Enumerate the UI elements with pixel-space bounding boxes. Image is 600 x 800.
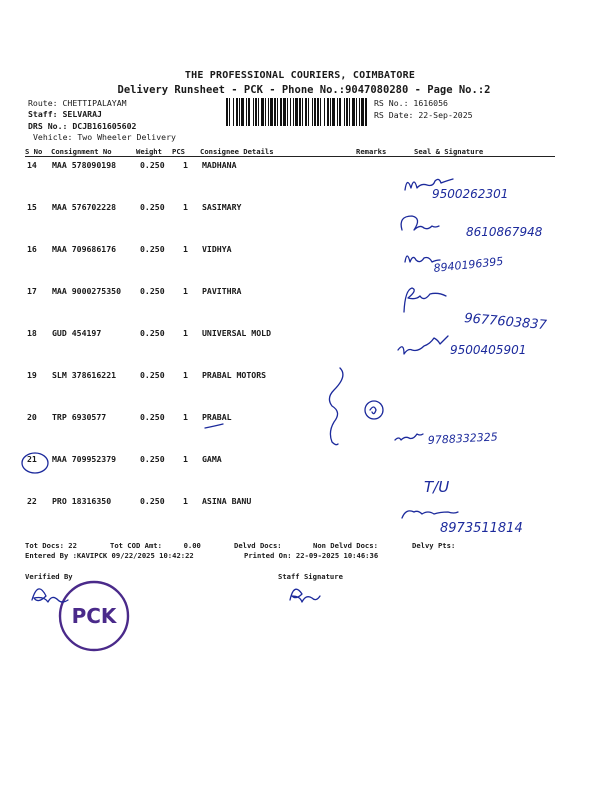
- signature-pavithra: [404, 288, 446, 312]
- row-consignee: SASIMARY: [202, 202, 242, 212]
- signature-asina-banu: [402, 511, 458, 518]
- route-label: Route: CHETTIPALAYAM: [28, 98, 127, 108]
- row-weight: 0.250: [140, 286, 165, 296]
- row-consignee: UNIVERSAL MOLD: [202, 328, 272, 338]
- row21-circle-mark: [22, 453, 48, 473]
- row20-circle-inner: [370, 407, 376, 414]
- row-weight: 0.250: [140, 496, 165, 506]
- row-consignee: MADHANA: [202, 160, 237, 170]
- staff-signature-label: Staff Signature: [278, 572, 343, 581]
- phone-row20: 9788332325: [427, 430, 499, 447]
- row-sno: 21: [27, 454, 37, 464]
- non-delivered-docs: Non Delvd Docs:: [313, 541, 378, 550]
- bracket-mark: [329, 368, 342, 445]
- row-pcs: 1: [183, 454, 188, 464]
- row-consignment-no: SLM 378616221: [52, 370, 117, 380]
- phone-row16: 8940196395: [432, 254, 504, 275]
- rs-number: RS No.: 1616056: [374, 98, 448, 108]
- staff-label: Staff: SELVARAJ: [28, 109, 102, 119]
- row-consignee: PAVITHRA: [202, 286, 242, 296]
- row-weight: 0.250: [140, 244, 165, 254]
- delivery-points: Delvy Pts:: [412, 541, 456, 550]
- col-sno: S No: [25, 147, 43, 156]
- row-sno: 15: [27, 202, 37, 212]
- row-consignment-no: GUD 454197: [52, 328, 102, 338]
- verifier-signature: [32, 589, 68, 602]
- row21-mark: T/U: [424, 478, 450, 496]
- row-sno: 22: [27, 496, 37, 506]
- row-sno: 19: [27, 370, 37, 380]
- runsheet-title: Delivery Runsheet - PCK - Phone No.:9047080280 - Page No.:2: [117, 84, 491, 96]
- signature-universal-mold: [398, 336, 448, 354]
- row-pcs: 1: [183, 202, 188, 212]
- row-sno: 16: [27, 244, 37, 254]
- row-consignment-no: MAA 576702228: [52, 202, 117, 212]
- row-sno: 18: [27, 328, 37, 338]
- entered-by: Entered By :KAVIPCK 09/22/2025 10:42:22: [25, 551, 194, 560]
- row-consignment-no: PRO 18316350: [52, 496, 112, 506]
- row-weight: 0.250: [140, 412, 165, 422]
- prabal-underline: [205, 424, 223, 428]
- row-weight: 0.250: [140, 328, 165, 338]
- row-consignee: VIDHYA: [202, 244, 232, 254]
- delivered-docs: Delvd Docs:: [234, 541, 282, 550]
- drs-number: DRS No.: DCJB161605602: [28, 121, 137, 131]
- company-title: THE PROFESSIONAL COURIERS, COIMBATORE: [184, 70, 416, 81]
- row20-circle-mark: [365, 401, 383, 419]
- row-pcs: 1: [183, 286, 188, 296]
- row-consignee: GAMA: [202, 454, 222, 464]
- row-weight: 0.250: [140, 370, 165, 380]
- row-weight: 0.250: [140, 202, 165, 212]
- vehicle-label: Vehicle: Two Wheeler Delivery: [33, 132, 176, 142]
- col-consignment: Consignment No: [51, 147, 112, 156]
- row-pcs: 1: [183, 412, 188, 422]
- row-consignee: PRABAL MOTORS: [202, 370, 267, 380]
- row-pcs: 1: [183, 328, 188, 338]
- row-pcs: 1: [183, 370, 188, 380]
- total-cod-amount: Tot COD Amt: 0.00: [110, 541, 201, 550]
- row-consignee: ASINA BANU: [202, 496, 252, 506]
- phone-row22: 8973511814: [440, 521, 523, 536]
- signature-sasimary: [401, 216, 439, 230]
- col-pcs: PCS: [172, 147, 185, 156]
- phone-row18: 9500405901: [450, 343, 527, 357]
- row-pcs: 1: [183, 496, 188, 506]
- col-seal-signature: Seal & Signature: [414, 147, 484, 156]
- row-sno: 17: [27, 286, 37, 296]
- phone-row15: 8610867948: [466, 225, 543, 239]
- row-pcs: 1: [183, 244, 188, 254]
- row-weight: 0.250: [140, 160, 165, 170]
- row-consignee: PRABAL: [202, 412, 232, 422]
- row-pcs: 1: [183, 160, 188, 170]
- col-consignee: Consignee Details: [200, 147, 274, 156]
- row-sno: 20: [27, 412, 37, 422]
- verified-by-label: Verified By: [25, 572, 73, 581]
- staff-signature: [290, 589, 320, 602]
- col-remarks: Remarks: [356, 147, 387, 156]
- row-consignment-no: MAA 578090198: [52, 160, 117, 170]
- row-sno: 14: [27, 160, 37, 170]
- col-weight: Weight: [136, 147, 162, 156]
- rs-date: RS Date: 22-Sep-2025: [374, 110, 473, 120]
- row-consignment-no: MAA 9000275350: [52, 286, 122, 296]
- stamp-text: PCK: [71, 604, 117, 628]
- row-consignment-no: MAA 709686176: [52, 244, 117, 254]
- phone-row17: 9677603837: [463, 311, 548, 334]
- printed-on: Printed On: 22-09-2025 10:46:36: [244, 551, 379, 560]
- phone-row14: 9500262301: [432, 187, 509, 201]
- total-docs: Tot Docs: 22: [25, 541, 77, 550]
- row-weight: 0.250: [140, 454, 165, 464]
- signature-prabal: [395, 434, 423, 440]
- row-consignment-no: TRP 6930577: [52, 412, 107, 422]
- row-consignment-no: MAA 709952379: [52, 454, 117, 464]
